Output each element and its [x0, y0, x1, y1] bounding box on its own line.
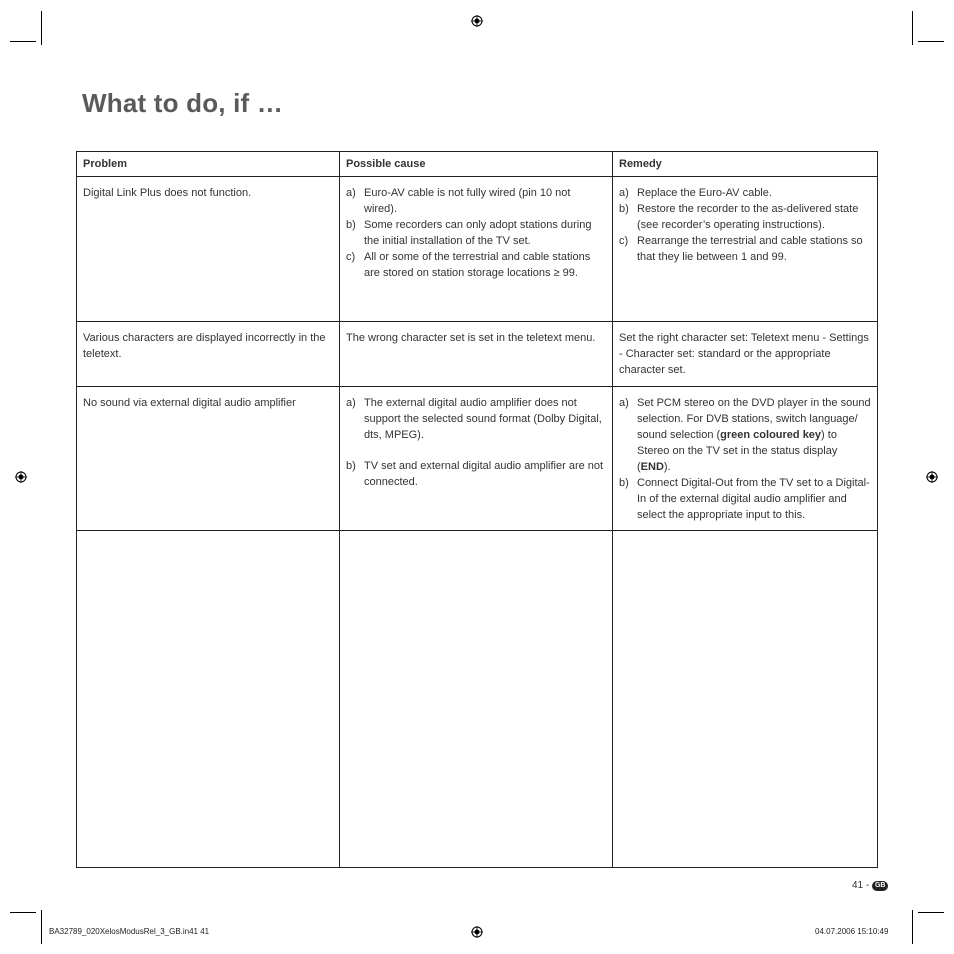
- registration-mark-icon: [471, 15, 483, 27]
- cause-cell: [340, 177, 613, 322]
- crop-mark: [41, 11, 42, 45]
- item-text: ) to Stereo on the TV set in the status display (: [637, 429, 838, 473]
- list-item: [346, 395, 606, 443]
- troubleshooting-table: [76, 151, 878, 868]
- registration-mark-icon: [15, 471, 27, 483]
- item-label: c): [346, 251, 356, 263]
- list-item: [619, 475, 871, 523]
- page-title: What to do, if …: [82, 88, 284, 118]
- cause-list: [346, 395, 606, 490]
- item-text: Connect Digital-Out from the TV set to a Digital-In of the external digital audio amplifier and select the appropriate input to this.: [637, 477, 870, 521]
- list-item: [619, 201, 871, 233]
- remedy-list: [619, 185, 871, 265]
- list-item: [346, 217, 606, 249]
- crop-mark: [918, 41, 944, 42]
- table-row: [77, 322, 878, 387]
- item-text: Rearrange the terrestrial and cable stations so that they lie between 1 and 99.: [637, 235, 863, 263]
- item-label: b): [619, 203, 629, 215]
- empty-cell: [340, 531, 613, 868]
- list-item: [619, 233, 871, 265]
- empty-cell: [613, 531, 878, 868]
- crop-mark: [918, 912, 944, 913]
- crop-mark: [10, 41, 36, 42]
- remedy-list: [619, 395, 871, 523]
- table-row: [77, 177, 878, 322]
- language-badge: GB: [872, 881, 888, 891]
- list-item: [619, 395, 871, 475]
- item-label: c): [619, 235, 629, 247]
- page-number-text: 41 -: [852, 880, 870, 891]
- empty-cell: [77, 531, 340, 868]
- item-label: b): [619, 477, 629, 489]
- item-label: b): [346, 460, 356, 472]
- registration-mark-icon: [471, 926, 483, 938]
- list-item: [346, 249, 606, 281]
- problem-cell: No sound via external digital audio amplifier: [77, 387, 340, 531]
- item-text: TV set and external digital audio amplifier are not connected.: [364, 460, 604, 488]
- key-name: green coloured key: [720, 429, 822, 441]
- item-text: Some recorders can only adopt stations during the initial installation of the TV set.: [364, 219, 592, 247]
- cause-cell: [340, 387, 613, 531]
- cause-cell: The wrong character set is set in the teletext menu.: [340, 322, 613, 387]
- problem-cell: Various characters are displayed incorrectly in the teletext.: [77, 322, 340, 387]
- cause-list: [346, 185, 606, 281]
- key-name: END: [640, 461, 664, 473]
- remedy-cell: [613, 177, 878, 322]
- item-text: Euro-AV cable is not fully wired (pin 10 not wired).: [364, 187, 571, 215]
- crop-mark: [912, 11, 913, 45]
- item-label: a): [346, 397, 356, 409]
- list-item: [346, 185, 606, 217]
- item-text: Restore the recorder to the as-delivered state (see recorder’s operating instructions).: [637, 203, 859, 231]
- item-text: Replace the Euro-AV cable.: [637, 187, 772, 199]
- column-header-possible-cause: Possible cause: [340, 152, 613, 177]
- crop-mark: [912, 910, 913, 944]
- crop-mark: [41, 910, 42, 944]
- column-header-problem: Problem: [77, 152, 340, 177]
- remedy-cell: Set the right character set: Teletext menu - Settings - Character set: standard or the appropriate character set.: [613, 322, 878, 387]
- item-label: a): [346, 187, 356, 199]
- column-header-remedy: Remedy: [613, 152, 878, 177]
- remedy-cell: [613, 387, 878, 531]
- item-label: a): [619, 397, 629, 409]
- item-text: All or some of the terrestrial and cable stations are stored on station storage locations ≥ 99.: [364, 251, 591, 279]
- item-label: a): [619, 187, 629, 199]
- item-text: Set PCM stereo on the DVD player in the sound selection. For DVB stations, switch language/ sound selection (: [637, 397, 871, 441]
- table-row: [77, 531, 878, 868]
- problem-cell: Digital Link Plus does not function.: [77, 177, 340, 322]
- item-text: The external digital audio amplifier does not support the selected sound format (Dolby Digital, dts, MPEG).: [364, 397, 602, 441]
- crop-mark: [10, 912, 36, 913]
- table-header-row: [77, 152, 878, 177]
- page-number: [852, 880, 888, 891]
- print-slug: BA32789_020XelosModusRel_3_GB.in41 41: [49, 927, 210, 936]
- item-label: b): [346, 219, 356, 231]
- table-row: [77, 387, 878, 531]
- registration-mark-icon: [926, 471, 938, 483]
- list-item: [619, 185, 871, 201]
- list-item: [346, 458, 606, 490]
- print-timestamp: 04.07.2006 15:10:49: [815, 927, 889, 936]
- item-text: ).: [663, 461, 671, 473]
